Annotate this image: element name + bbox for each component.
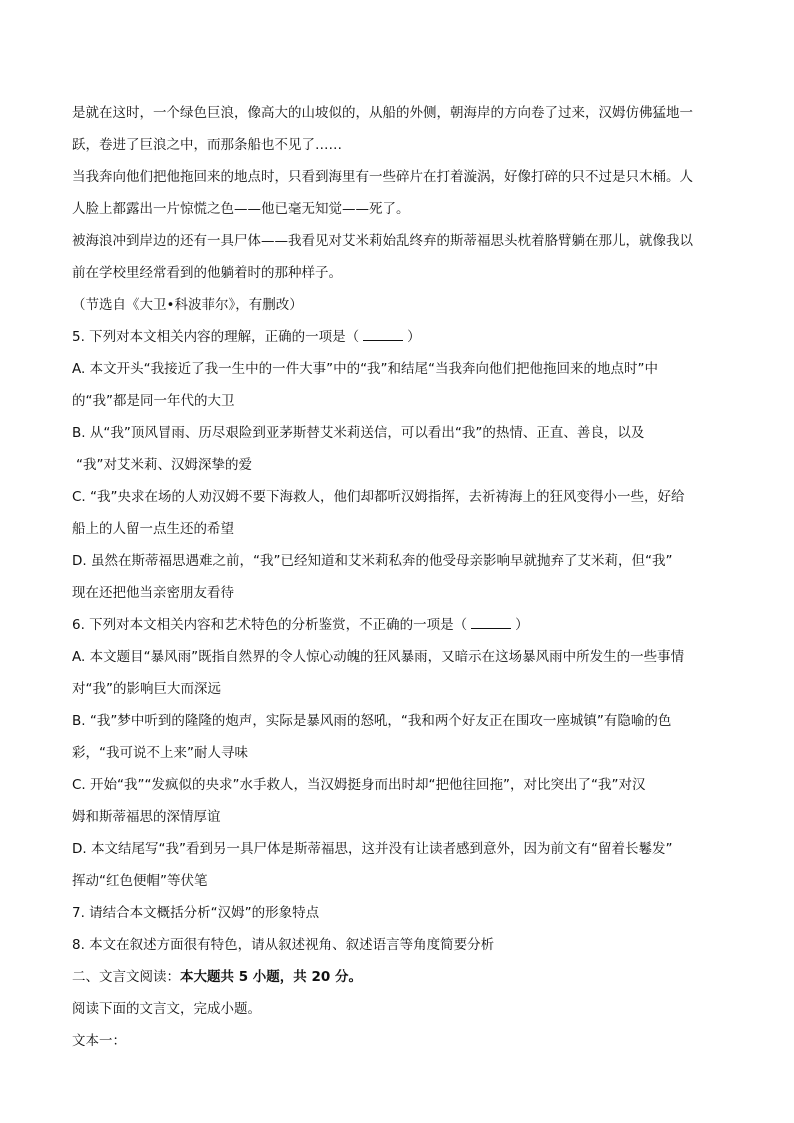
question-6-stem-close: ） <box>515 617 529 633</box>
question-5-stem <box>72 328 732 346</box>
passage-line: 被海浪冲到岸边的还有一具尸体——我看见对艾米莉始乱终弃的斯蒂福思头枕着胳臂躺在那儿，就像我以 <box>72 233 693 249</box>
passage-line: 跃，卷进了巨浪之中，而那条船也不见了…… <box>72 137 342 153</box>
question-6-stem-text: 6. 下列对本文相关内容和艺术特色的分析鉴赏，不正确的一项是（ <box>72 617 468 633</box>
answer-blank[interactable] <box>363 328 403 341</box>
question-5-stem-close: ） <box>407 329 421 345</box>
question-6-option-d: D. 本文结尾写“我”看到另一具尸体是斯蒂福思，这并没有让读者感到意外，因为前文有“留着长鬈发” <box>72 841 673 857</box>
question-5-option-d-cont: 现在还把他当亲密朋友看待 <box>72 585 234 601</box>
question-6-option-b: B. “我”梦中听到的隆隆的炮声，实际是暴风雨的怒吼，“我和两个好友正在围攻一座城镇”有隐喻的色 <box>72 713 672 729</box>
question-6-option-b-cont: 彩，“我可说不上来”耐人寻味 <box>72 745 248 761</box>
question-7: 7. 请结合本文概括分析“汉姆”的形象特点 <box>72 905 320 921</box>
question-5-option-d: D. 虽然在斯蒂福思遇难之前，“我”已经知道和艾米莉私奔的他受母亲影响早就抛弃了艾米莉，但“我” <box>72 553 673 569</box>
section-2-heading <box>72 968 732 986</box>
question-5-option-c-cont: 船上的人留一点生还的希望 <box>72 521 234 537</box>
question-5-stem-text: 5. 下列对本文相关内容的理解，正确的一项是（ <box>72 329 360 345</box>
question-6-option-c: C. 开始“我”“发疯似的央求”水手救人，当汉姆挺身而出时却“把他往回拖”，对比突出了“我”对汉 <box>72 777 646 793</box>
question-5-option-b: B. 从“我”顶风冒雨、历尽艰险到亚茅斯替艾米莉送信，可以看出“我”的热情、正直、善良，以及 <box>72 425 645 441</box>
source-note: （节选自《大卫•科波菲尔》，有删改） <box>72 297 303 313</box>
question-6-stem <box>72 616 732 634</box>
section-2-prefix: 二、文言文阅读： <box>72 969 180 985</box>
passage-line: 前在学校里经常看到的他躺着时的那种样子。 <box>72 265 342 281</box>
question-6-option-a-cont: 对“我”的影响巨大而深远 <box>72 681 221 697</box>
passage-line: 当我奔向他们把他拖回来的地点时，只看到海里有一些碎片在打着漩涡，好像打碎的只不过是只木桶。人 <box>72 169 693 185</box>
passage-line: 是就在这时，一个绿色巨浪，像高大的山坡似的，从船的外侧，朝海岸的方向卷了过来，汉姆仿佛猛地一 <box>72 105 693 121</box>
question-5-option-a: A. 本文开头“我接近了我一生中的一件大事”中的“我”和结尾“当我奔向他们把他拖回来的地点时”中 <box>72 361 659 377</box>
question-8: 8. 本文在叙述方面很有特色，请从叙述视角、叙述语言等角度简要分析 <box>72 937 495 953</box>
question-6-option-a: A. 本文题目“暴风雨”既指自然界的令人惊心动魄的狂风暴雨，又暗示在这场暴风雨中所发生的一些事情 <box>72 649 685 665</box>
passage-line: 人脸上都露出一片惊慌之色——他已毫无知觉——死了。 <box>72 201 410 217</box>
answer-blank[interactable] <box>471 616 511 629</box>
section-2-scoring: 本大题共 5 小题，共 20 分。 <box>180 969 362 985</box>
text-one-label: 文本一： <box>72 1033 126 1049</box>
section-2-instruction: 阅读下面的文言文，完成小题。 <box>72 1001 261 1017</box>
question-5-option-a-cont: 的“我”都是同一年代的大卫 <box>72 393 235 409</box>
question-6-option-c-cont: 姆和斯蒂福思的深情厚谊 <box>72 809 221 825</box>
question-6-option-d-cont: 挥动“红色便帽”等伏笔 <box>72 873 208 889</box>
question-5-option-c: C. “我”央求在场的人劝汉姆不要下海救人，他们却都听汉姆指挥，去祈祷海上的狂风变得小一些，好给 <box>72 489 685 505</box>
question-5-option-b-cont: “我”对艾米莉、汉姆深挚的爱 <box>76 457 252 473</box>
